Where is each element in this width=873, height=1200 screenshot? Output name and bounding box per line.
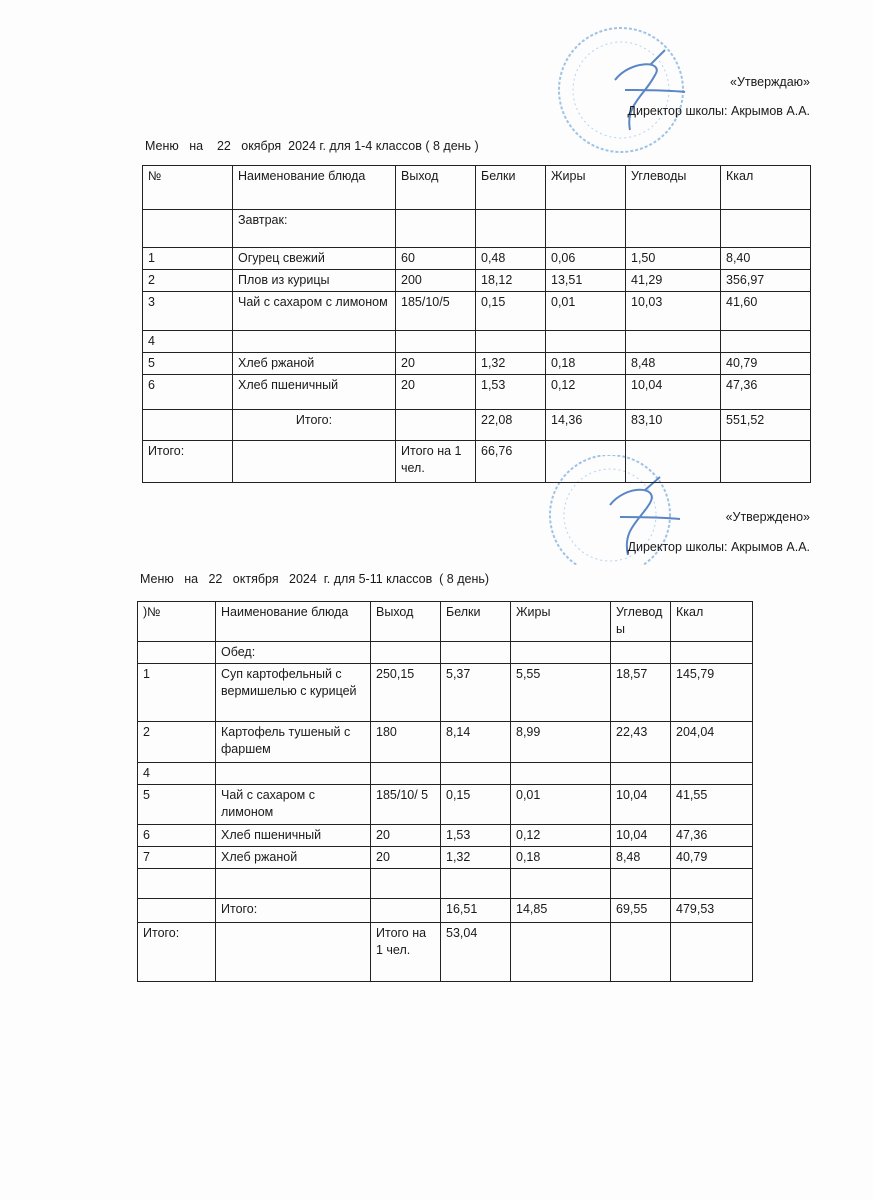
table-cell: Углеводы [626, 166, 721, 210]
table-cell [216, 869, 371, 899]
table-cell: 20 [371, 847, 441, 869]
table-row [138, 763, 753, 785]
table-cell: 1,50 [626, 248, 721, 270]
table-cell: Огурец свежий [233, 248, 396, 270]
table-cell: 40,79 [721, 353, 811, 375]
table-cell: 0,01 [546, 292, 626, 331]
table-cell [611, 923, 671, 982]
table-cell: 10,04 [611, 825, 671, 847]
table-cell: 1,53 [476, 375, 546, 410]
menu-heading: Меню на 22 октября 2024 г. для 5-11 классов ( 8 день) [140, 572, 490, 586]
table-cell [626, 210, 721, 248]
table-cell: 18,57 [611, 664, 671, 722]
table-cell: Выход [396, 166, 476, 210]
table-cell [611, 869, 671, 899]
table-cell: 8,48 [626, 353, 721, 375]
table-cell [671, 869, 753, 899]
table-cell: Ккал [671, 602, 753, 642]
table-cell [511, 923, 611, 982]
table-row [138, 785, 753, 825]
table-cell: 13,51 [546, 270, 626, 292]
menu-table-1-4 [142, 165, 811, 483]
table-cell: 204,04 [671, 722, 753, 763]
table-cell [216, 923, 371, 982]
table-cell [396, 210, 476, 248]
table-cell: 1,32 [476, 353, 546, 375]
table-cell [371, 642, 441, 664]
director-signature-line: Директор школы: Акрымов А.А. [627, 540, 810, 554]
table-cell [233, 441, 396, 483]
director-signature-line: Директор школы: Акрымов А.А. [627, 104, 810, 118]
table-cell: Углевод ы [611, 602, 671, 642]
table-cell: Белки [441, 602, 511, 642]
table-cell: 3 [143, 292, 233, 331]
table-cell [143, 210, 233, 248]
table-cell: 185/10/5 [396, 292, 476, 331]
table-cell: 47,36 [671, 825, 753, 847]
table-cell [143, 410, 233, 441]
table-cell: 1,32 [441, 847, 511, 869]
table-cell: 18,12 [476, 270, 546, 292]
table-row [143, 331, 811, 353]
table-cell [721, 210, 811, 248]
table-cell: 5 [143, 353, 233, 375]
table-cell: 4 [143, 331, 233, 353]
table-cell: 1,53 [441, 825, 511, 847]
table-cell [441, 642, 511, 664]
table-cell: 0,12 [546, 375, 626, 410]
table-cell: 10,04 [626, 375, 721, 410]
table-cell [546, 441, 626, 483]
table-cell: 14,85 [511, 899, 611, 923]
table-cell: Завтрак: [233, 210, 396, 248]
table-cell [721, 441, 811, 483]
table-cell [511, 869, 611, 899]
table-cell: 20 [396, 353, 476, 375]
table-cell: 83,10 [626, 410, 721, 441]
table-cell: 356,97 [721, 270, 811, 292]
table-cell [626, 331, 721, 353]
table-header-row [143, 166, 811, 210]
table-cell [233, 331, 396, 353]
table-header-row [138, 602, 753, 642]
table-cell: Хлеб ржаной [233, 353, 396, 375]
table-cell: Хлеб пшеничный [233, 375, 396, 410]
table-cell: 0,06 [546, 248, 626, 270]
table-cell: 66,76 [476, 441, 546, 483]
table-cell: Итого на 1 чел. [371, 923, 441, 982]
section-row [143, 210, 811, 248]
table-cell: Выход [371, 602, 441, 642]
total-row [143, 441, 811, 483]
table-cell [371, 763, 441, 785]
menu-heading: Меню на 22 окября 2024 г. для 1-4 классов ( 8 день ) [145, 139, 479, 153]
table-cell: 53,04 [441, 923, 511, 982]
table-cell: Картофель тушеный с фаршем [216, 722, 371, 763]
table-cell [441, 869, 511, 899]
table-cell: Чай с сахаром с лимоном [233, 292, 396, 331]
table-cell: 0,15 [441, 785, 511, 825]
table-cell: Итого: [138, 923, 216, 982]
table-cell: 22,08 [476, 410, 546, 441]
table-cell: 250,15 [371, 664, 441, 722]
table-cell: 0,48 [476, 248, 546, 270]
table-cell: 2 [143, 270, 233, 292]
table-row [143, 270, 811, 292]
table-cell [611, 642, 671, 664]
table-cell: 4 [138, 763, 216, 785]
table-cell: Чай с сахаром с лимоном [216, 785, 371, 825]
table-cell: 180 [371, 722, 441, 763]
table-cell: 1 [138, 664, 216, 722]
table-cell: 0,18 [546, 353, 626, 375]
section-row [138, 642, 753, 664]
table-row [143, 375, 811, 410]
table-cell [626, 441, 721, 483]
table-cell: Жиры [511, 602, 611, 642]
table-cell: 5 [138, 785, 216, 825]
table-cell: 60 [396, 248, 476, 270]
table-cell: Жиры [546, 166, 626, 210]
table-cell: 0,18 [511, 847, 611, 869]
table-cell [546, 331, 626, 353]
table-row [143, 292, 811, 331]
table-row [138, 847, 753, 869]
table-cell: Суп картофельный с вермишелью с курицей [216, 664, 371, 722]
subtotal-row [143, 410, 811, 441]
table-cell [138, 899, 216, 923]
table-cell: Итого на 1 чел. [396, 441, 476, 483]
table-cell: 551,52 [721, 410, 811, 441]
school-stamp-1 [555, 20, 695, 160]
table-cell: Белки [476, 166, 546, 210]
table-cell [671, 923, 753, 982]
table-cell: 22,43 [611, 722, 671, 763]
table-cell: 0,01 [511, 785, 611, 825]
table-cell [396, 331, 476, 353]
table-row [138, 722, 753, 763]
table-cell: Хлеб ржаной [216, 847, 371, 869]
table-cell [721, 331, 811, 353]
approval-title: «Утверждаю» [730, 75, 810, 89]
table-cell [396, 410, 476, 441]
table-cell: 145,79 [671, 664, 753, 722]
table-cell [216, 763, 371, 785]
table-cell: 6 [138, 825, 216, 847]
table-cell [371, 899, 441, 923]
subtotal-row [138, 899, 753, 923]
table-cell [611, 763, 671, 785]
table-cell: 41,55 [671, 785, 753, 825]
table-cell [511, 763, 611, 785]
table-cell: 20 [371, 825, 441, 847]
table-cell: Наименование блюда [216, 602, 371, 642]
table-cell: 8,40 [721, 248, 811, 270]
table-cell: )№ [138, 602, 216, 642]
table-row [143, 248, 811, 270]
table-cell: Итого: [233, 410, 396, 441]
table-cell [671, 642, 753, 664]
table-cell: 40,79 [671, 847, 753, 869]
table-cell [138, 869, 216, 899]
table-cell: 41,60 [721, 292, 811, 331]
table-cell: 6 [143, 375, 233, 410]
table-cell: Наименование блюда [233, 166, 396, 210]
table-cell: 5,37 [441, 664, 511, 722]
approval-title: «Утверждено» [725, 510, 810, 524]
menu-table-5-11 [137, 601, 753, 982]
table-cell: 8,99 [511, 722, 611, 763]
total-row [138, 923, 753, 982]
table-cell: Итого: [143, 441, 233, 483]
table-cell: 47,36 [721, 375, 811, 410]
table-cell [371, 869, 441, 899]
table-cell: 8,48 [611, 847, 671, 869]
table-cell: 0,15 [476, 292, 546, 331]
table-cell: 185/10/ 5 [371, 785, 441, 825]
table-cell: Итого: [216, 899, 371, 923]
table-cell: Хлеб пшеничный [216, 825, 371, 847]
table-cell: 14,36 [546, 410, 626, 441]
table-cell: Плов из курицы [233, 270, 396, 292]
table-cell [441, 763, 511, 785]
table-cell: 69,55 [611, 899, 671, 923]
table-cell: 20 [396, 375, 476, 410]
table-cell: 8,14 [441, 722, 511, 763]
table-cell: 2 [138, 722, 216, 763]
table-cell: 0,12 [511, 825, 611, 847]
table-row [138, 664, 753, 722]
table-cell: 1 [143, 248, 233, 270]
table-cell [138, 642, 216, 664]
table-cell: Ккал [721, 166, 811, 210]
table-cell: Обед: [216, 642, 371, 664]
table-cell: 479,53 [671, 899, 753, 923]
table-row [138, 825, 753, 847]
table-cell: 10,03 [626, 292, 721, 331]
table-cell [476, 331, 546, 353]
table-cell [546, 210, 626, 248]
table-cell [476, 210, 546, 248]
table-cell: 200 [396, 270, 476, 292]
table-cell: 16,51 [441, 899, 511, 923]
table-cell: 41,29 [626, 270, 721, 292]
table-row [143, 353, 811, 375]
table-cell: 5,55 [511, 664, 611, 722]
table-cell [511, 642, 611, 664]
table-cell: № [143, 166, 233, 210]
table-cell: 7 [138, 847, 216, 869]
empty-row [138, 869, 753, 899]
table-cell [671, 763, 753, 785]
table-cell: 10,04 [611, 785, 671, 825]
